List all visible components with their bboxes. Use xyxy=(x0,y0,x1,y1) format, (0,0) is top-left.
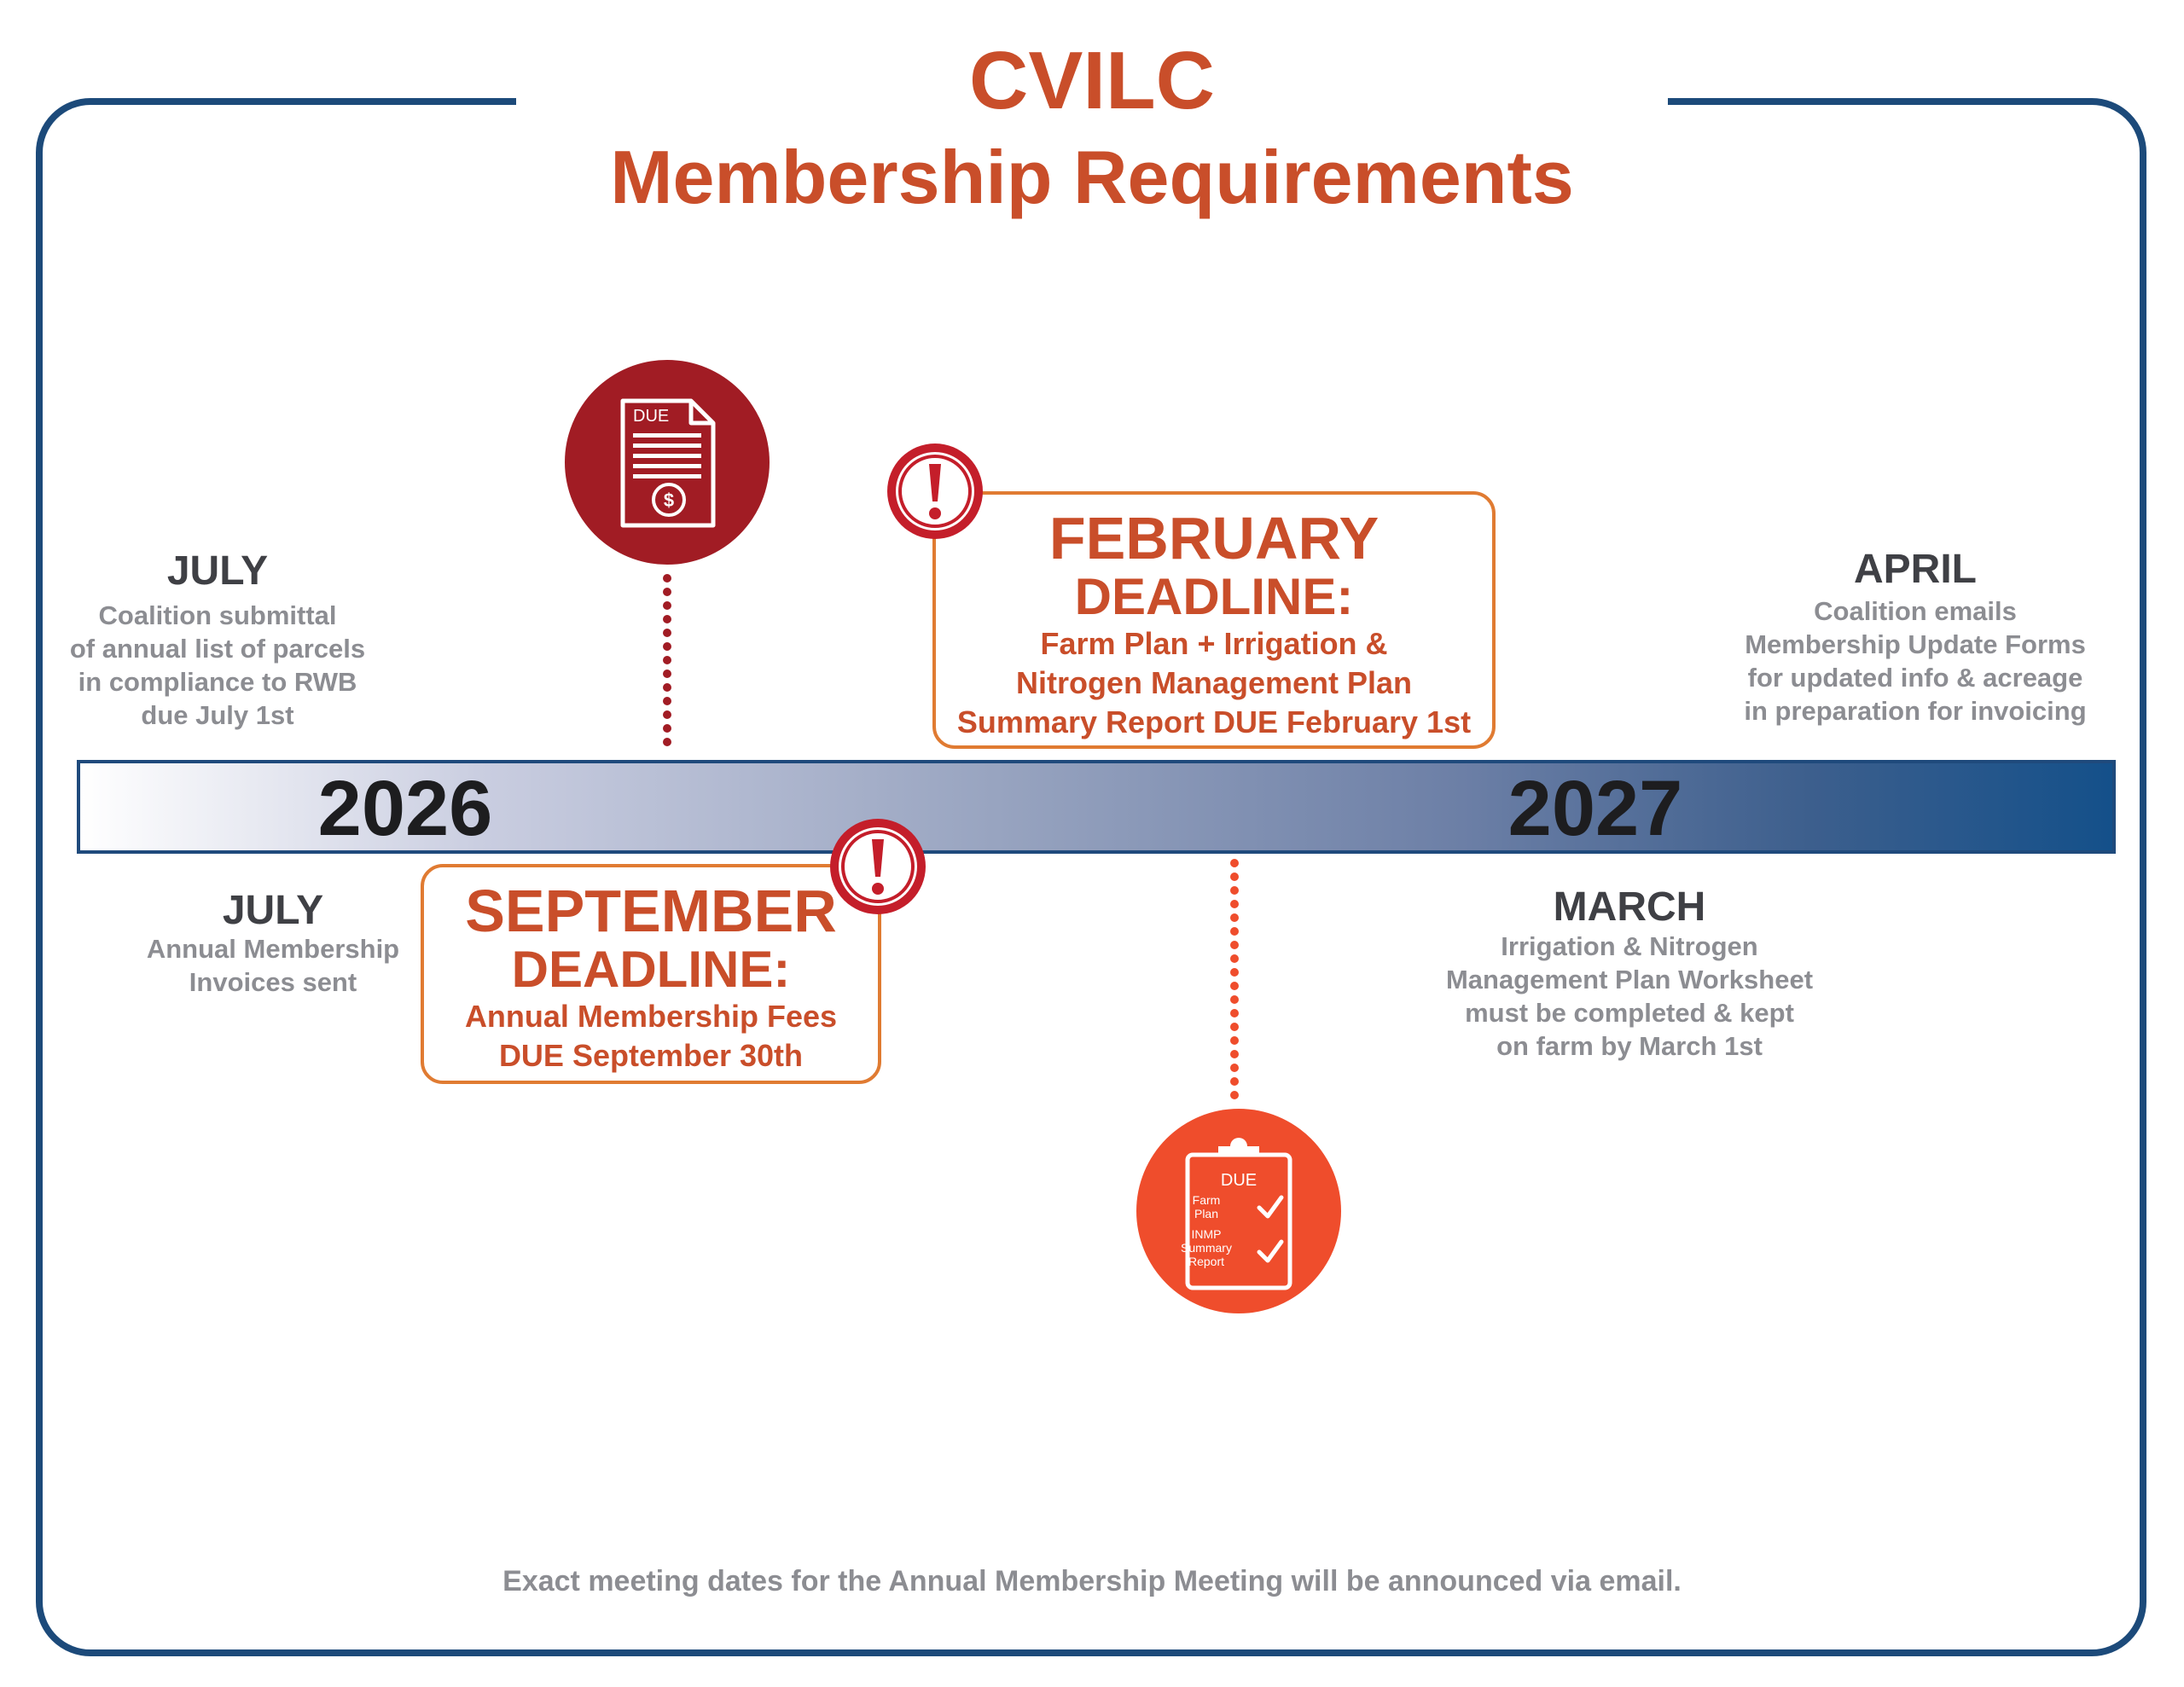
april-description: Coalition emails Membership Update Forms for updated info & acreage in preparation for invoicing xyxy=(1744,596,2087,726)
invoice-due-icon xyxy=(563,358,771,566)
svg-text:INMP: INMP xyxy=(1191,1227,1222,1241)
page-frame xyxy=(36,98,2146,1656)
clipboard-due-label: DUE xyxy=(1220,1171,1258,1190)
september-deadline-month: SEPTEMBER xyxy=(465,878,837,944)
july-top-description: Coalition submittal of annual list of parcels in compliance to RWB due July 1st xyxy=(69,600,366,730)
clipboard-due-icon xyxy=(1135,1107,1343,1315)
svg-text:Report: Report xyxy=(1188,1255,1225,1268)
september-alert-icon xyxy=(827,815,929,918)
invoice-connector-dots xyxy=(661,573,673,751)
svg-text:Plan: Plan xyxy=(1194,1207,1219,1220)
march-description: Irrigation & Nitrogen Management Plan Worksheet must be completed & kept on farm by March 1st xyxy=(1445,931,1814,1061)
july-bottom-month: JULY xyxy=(222,888,324,933)
footer-note: Exact meeting dates for the Annual Membership Meeting will be announced via email. xyxy=(502,1565,1682,1597)
february-deadline-month: FEBRUARY xyxy=(1048,505,1380,571)
page-subtitle: Membership Requirements xyxy=(610,135,1574,219)
svg-text:Summary: Summary xyxy=(1181,1241,1232,1255)
july-top-month: JULY xyxy=(166,548,269,594)
february-alert-icon xyxy=(884,440,986,542)
dollar-symbol: $ xyxy=(663,490,675,511)
september-deadline-box: SEPTEMBER DEADLINE: Annual Membership Fees DUE September 30th xyxy=(421,864,881,1084)
year-2026: 2026 xyxy=(317,765,493,852)
february-deadline-label: DEADLINE: xyxy=(1074,568,1354,625)
invoice-due-label: DUE xyxy=(633,407,670,426)
year-2027: 2027 xyxy=(1507,765,1683,852)
clipboard-connector-dots xyxy=(1228,858,1240,1102)
february-deadline-box: FEBRUARY DEADLINE: Farm Plan + Irrigation & Nitrogen Management Plan Summary Report DUE February 1st xyxy=(932,491,1496,749)
april-month: APRIL xyxy=(1854,547,1977,592)
svg-text:Farm: Farm xyxy=(1192,1193,1221,1207)
september-deadline-label: DEADLINE: xyxy=(511,941,791,998)
march-month: MARCH xyxy=(1553,884,1706,930)
page-title: CVILC xyxy=(969,35,1215,126)
july-bottom-description: Annual Membership Invoices sent xyxy=(146,934,400,997)
